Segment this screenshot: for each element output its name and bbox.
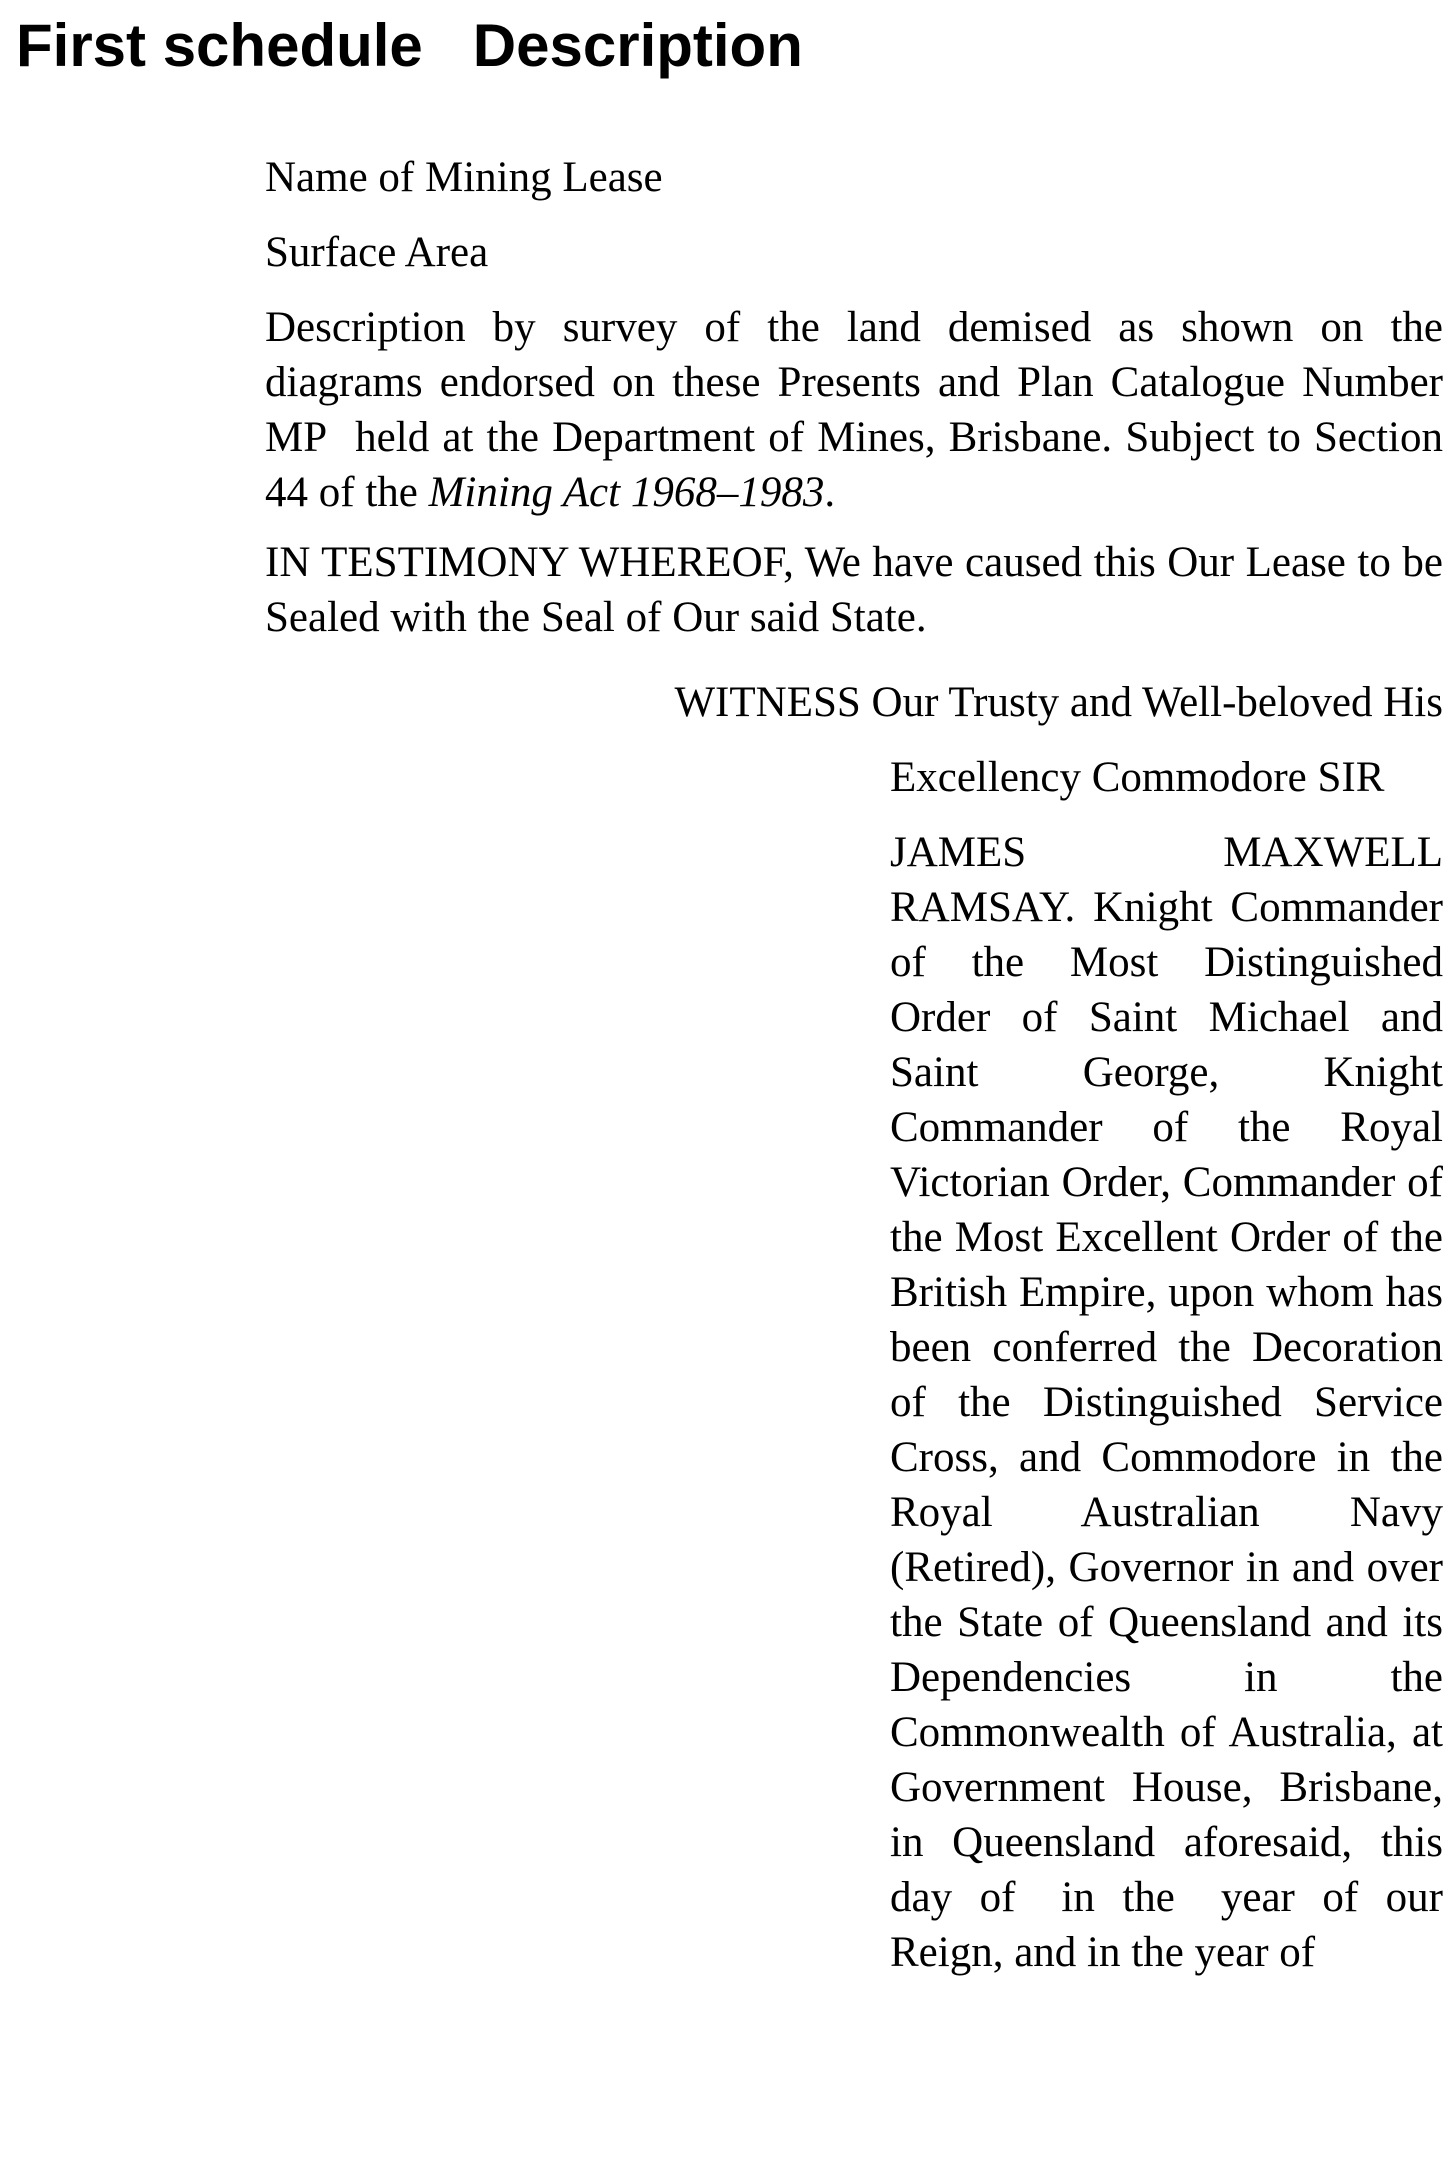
- heading-description: Description: [472, 12, 803, 79]
- testimony-paragraph: IN TESTIMONY WHEREOF, We have caused this Our Lease to be Sealed with the Seal of Our said State.: [265, 539, 1443, 641]
- field-surface-area: Surface Area: [265, 229, 489, 276]
- governor-block: [890, 750, 1443, 1980]
- field-name-of-mining-lease: Name of Mining Lease: [265, 154, 663, 201]
- governor-body: JAMES MAXWELL RAMSAY. Knight Commander of the Most Distinguished Order of Saint Michael and Saint George, Knight Commander of the Royal Victorian Order, Commander of the Most Excellent Order of the British Empire, upon whom has been conferred the Decoration of the Distinguished Service Cross, and Commodore in the Royal Australian Navy (Retired), Governor in and over the State of Queensland and its Dependencies in the Commonwealth of Australia, at Government House, Brisbane, in Queensland aforesaid, this day of in the year of our Reign, and in the year of: [890, 829, 1444, 1976]
- witness-line: WITNESS Our Trusty and Well-beloved His: [674, 679, 1443, 726]
- description-part1: Description by survey of the land demised as shown on the diagrams endorsed on these Presents and Plan Catalogue Number MP: [265, 304, 1443, 461]
- description-part2: held at the Department of Mines, Brisbane. Subject to Section 44 of the: [265, 414, 1443, 516]
- description-paragraph: Description by survey of the land demised as shown on the diagrams endorsed on these Presents and Plan Catalogue Number MP held at the Department of Mines, Brisbane. Subject to Section 44 of the Mining Act 1968–1983.: [265, 304, 1443, 516]
- page-heading: [16, 6, 803, 86]
- heading-first-schedule: First schedule: [16, 12, 423, 79]
- governor-line-1: Excellency Commodore SIR: [890, 754, 1385, 801]
- mining-act-title: Mining Act 1968–1983: [428, 469, 825, 516]
